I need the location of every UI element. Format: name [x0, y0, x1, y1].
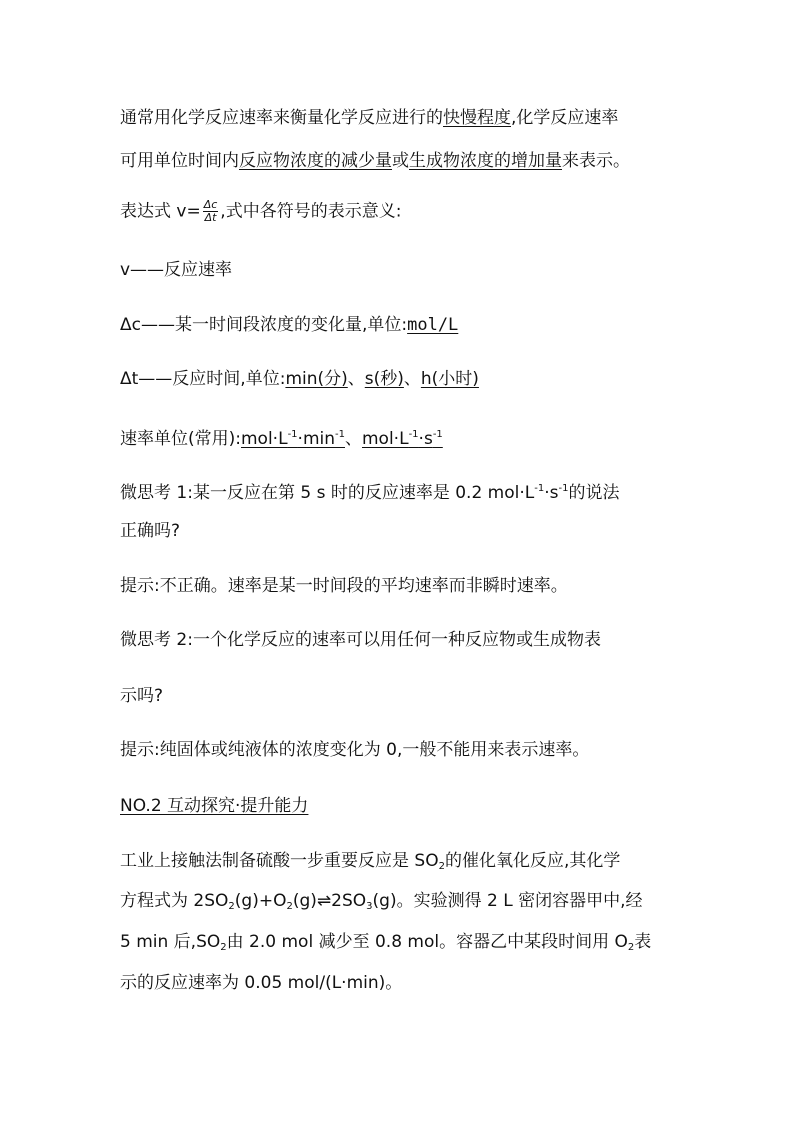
- rate-unit-s: [362, 429, 443, 449]
- problem-line-1: [120, 849, 680, 879]
- answer-2: [120, 738, 680, 762]
- intro-text: 来表示。: [562, 151, 630, 171]
- intro-text: 可用单位时间内: [120, 151, 239, 171]
- problem-line-4: [120, 971, 680, 995]
- intro-line-2: [120, 149, 680, 173]
- problem-text: (g)。实验测得 2 L 密闭容器甲中,经: [372, 891, 643, 911]
- question-text: 微思考 2:一个化学反应的速率可以用任何一种反应物或生成物表: [120, 630, 601, 650]
- question-text: 微思考 1:某一反应在第 5 s 时的反应速率是 0.2 mol·L: [120, 483, 535, 503]
- superscript: -1: [432, 429, 443, 440]
- dt-unit-h: h(小时): [420, 369, 479, 389]
- key-term-product-increase: 生成物浓度的增加量: [409, 151, 562, 171]
- rate-units: [120, 423, 680, 451]
- def-v: [120, 258, 680, 282]
- fraction-denominator: Δt: [204, 211, 217, 224]
- question-2-line-1: [120, 628, 680, 652]
- question-text: 正确吗?: [120, 521, 181, 541]
- key-term-speed: 快慢程度: [443, 108, 511, 128]
- separator: 、: [345, 429, 362, 449]
- problem-text: 由 2.0 mol 减少至 0.8 mol。容器乙中某段时间用 O: [226, 932, 628, 952]
- def-dt: [120, 367, 680, 391]
- superscript: -1: [287, 429, 298, 440]
- def-v-text: v——反应速率: [120, 260, 233, 280]
- unit-part: ·s: [418, 429, 433, 449]
- intro-text: 或: [392, 151, 409, 171]
- problem-text: 的催化氧化反应,其化学: [444, 851, 621, 871]
- problem-text: 工业上接触法制备硫酸一步重要反应是 SO: [120, 851, 439, 871]
- subscript: 2: [220, 942, 227, 953]
- unit-part: mol·L: [241, 429, 288, 449]
- dc-unit: mol/L: [407, 315, 459, 335]
- section-title: NO.2 互动探究·提升能力: [120, 796, 309, 816]
- problem-text: 5 min 后,SO: [120, 932, 221, 952]
- unit-part: mol·L: [362, 429, 409, 449]
- dt-unit-s: s(秒): [364, 369, 404, 389]
- intro-text: 通常用化学反应速率来衡量化学反应进行的: [120, 108, 443, 128]
- subscript: 2: [438, 861, 445, 872]
- question-1-line-1: [120, 477, 680, 505]
- question-text: 的说法: [568, 483, 620, 503]
- problem-text: 表: [634, 932, 652, 952]
- intro-text: ,化学反应速率: [511, 108, 619, 128]
- problem-text: (g)+O: [234, 891, 287, 911]
- separator: 、: [403, 369, 421, 389]
- dt-unit-min: min(分): [285, 369, 348, 389]
- superscript: -1: [408, 429, 419, 440]
- subscript: 2: [627, 942, 635, 953]
- subscript: 2: [286, 901, 293, 912]
- def-dc: [120, 313, 680, 337]
- superscript: -1: [558, 483, 569, 494]
- section-heading: [120, 794, 680, 818]
- problem-text: 示的反应速率为 0.05 mol/(L·min)。: [120, 973, 403, 993]
- problem-text: 方程式为 2SO: [120, 891, 229, 911]
- formula-line: [120, 199, 680, 224]
- separator: 、: [347, 369, 365, 389]
- def-dt-text: Δt——反应时间,单位:: [120, 369, 286, 389]
- answer-text: 提示:不正确。速率是某一时间段的平均速率而非瞬时速率。: [120, 576, 568, 596]
- superscript: -1: [335, 429, 345, 440]
- question-1-line-2: [120, 519, 680, 543]
- answer-text: 提示:纯固体或纯液体的浓度变化为 0,一般不能用来表示速率。: [120, 740, 590, 760]
- superscript: -1: [534, 483, 545, 494]
- problem-line-2: [120, 889, 680, 919]
- def-dc-text: Δc——某一时间段浓度的变化量,单位:: [120, 315, 408, 335]
- question-text: 示吗?: [120, 686, 164, 706]
- rate-units-label: 速率单位(常用):: [120, 429, 241, 449]
- formula-prefix: 表达式 v=: [120, 201, 201, 222]
- unit-part: ·min: [297, 429, 336, 449]
- key-term-reactant-decrease: 反应物浓度的减少量: [239, 151, 392, 171]
- rate-unit-min: [241, 429, 345, 449]
- question-text: ·s: [544, 483, 559, 503]
- fraction-numerator: Δc: [203, 198, 218, 211]
- intro-line-1: [120, 106, 680, 130]
- subscript: 2: [228, 901, 235, 912]
- rate-fraction: [203, 199, 219, 224]
- formula-suffix: ,式中各符号的表示意义:: [220, 201, 402, 222]
- problem-line-3: [120, 930, 680, 960]
- problem-text: (g)⇌2SO: [292, 891, 367, 911]
- question-2-line-2: [120, 684, 680, 708]
- answer-1: [120, 574, 680, 598]
- subscript: 3: [366, 901, 373, 912]
